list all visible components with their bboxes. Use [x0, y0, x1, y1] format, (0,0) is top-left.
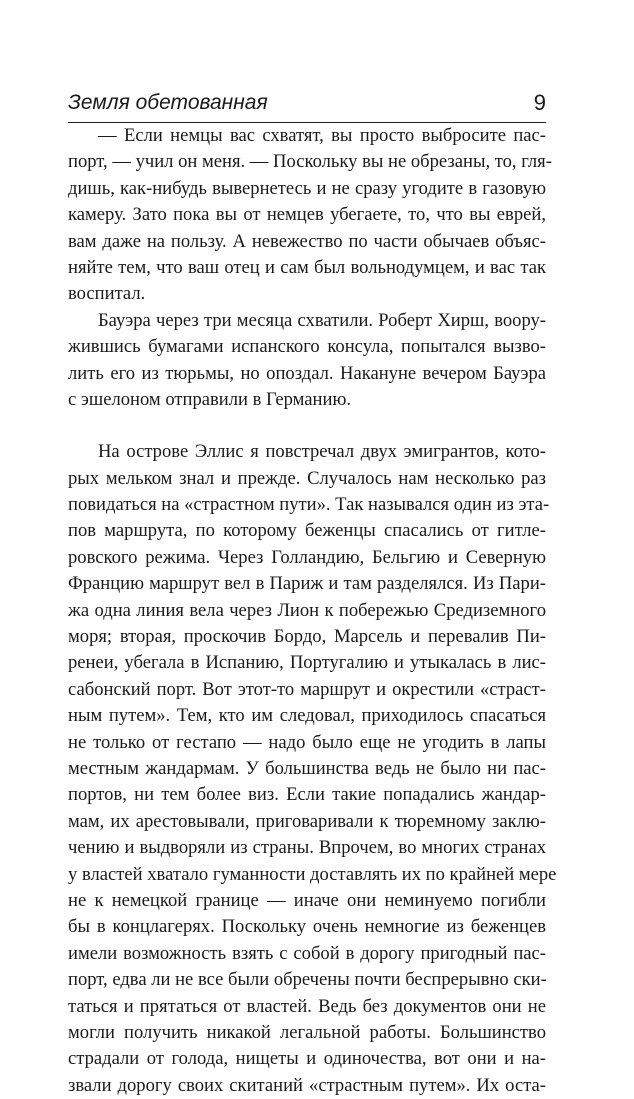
running-head — [68, 88, 546, 118]
text-line: рых мельком знал и прежде. Случалось нам несколько раз — [68, 467, 546, 489]
text-line: жившись бумагами испанского консула, попытался вызво- — [68, 336, 546, 358]
text-line: не только от гестапо — надо было еще не угодить в лапы — [68, 731, 546, 753]
text-line: пов маршрута, по которому беженцы спасались от гитле- — [68, 520, 546, 542]
text-line: местным жандармам. У большинства ведь не было ни пас- — [68, 757, 546, 779]
text-line: ровского режима. Через Голландию, Бельгию и Северную — [68, 546, 546, 568]
text-line: На острове Эллис я повстречал двух эмигрантов, кото- — [98, 441, 546, 463]
page-number: 9 — [533, 90, 546, 115]
text-line: дишь, как-нибудь вывернетесь и не сразу угодите в газовую — [68, 177, 546, 199]
text-line: с эшелоном отправили в Германию. — [68, 388, 351, 410]
paragraph-1 — [68, 123, 552, 308]
section-break — [68, 413, 546, 439]
text-line: Бауэра через три месяца схватили. Роберт Хирш, воору- — [98, 309, 546, 331]
text-line: вам даже на пользу. А невежество по части обычаев объяс- — [68, 230, 546, 252]
text-line: ным путем». Тем, кто им следовал, приходилось спасаться — [68, 705, 546, 727]
body-text — [68, 123, 557, 1099]
text-line: порт, едва ли не все были обречены почти беспрерывно ски- — [68, 969, 547, 991]
text-line: Францию маршрут вел в Париж и там разделялся. Из Пари- — [68, 573, 546, 595]
text-line: — Если немцы вас схватят, вы просто выбросите пас- — [98, 125, 546, 146]
text-line: могли получить никакой легальной работы. Большинство — [68, 1021, 546, 1043]
paragraph-2 — [68, 308, 546, 414]
text-line: ренеи, убегала в Испанию, Португалию и утыкалась в лис- — [68, 652, 546, 674]
text-line: сабонский порт. Вот этот-то маршрут и окрестили «страст- — [68, 678, 546, 700]
text-line: страдали от голода, нищеты и одиночества, вот они и на- — [68, 1048, 546, 1070]
text-line: мам, их арестовывали, приговаривали к тюремному заклю- — [68, 810, 546, 832]
text-line: имели возможность взять с собой в дорогу пригодный пас- — [68, 942, 546, 964]
text-line: камеру. Зато пока вы от немцев убегаете, то, что вы еврей, — [68, 204, 546, 226]
text-line: звали дорогу своих скитаний «страстным путем». Их оста- — [68, 1074, 546, 1096]
text-line: лить его из тюрьмы, но опоздал. Накануне вечером Бауэра — [68, 362, 546, 384]
text-line: не к немецкой границе — иначе они неминуемо погибли — [68, 889, 546, 911]
text-line: жа одна линия вела через Лион к побережью Средиземного — [68, 599, 546, 621]
text-line: чению и выдворяли из страны. Впрочем, во многих странах — [68, 837, 546, 859]
text-line: воспитал. — [68, 283, 146, 305]
text-line: портов, ни тем более виз. Если такие попадались жандар- — [68, 784, 546, 806]
text-line: моря; вторая, проскочив Бордо, Марсель и перевалив Пи- — [68, 626, 546, 648]
text-line: повидаться на «страстном пути». Так назывался один из эта- — [68, 494, 550, 516]
running-title: Земля обетованная — [68, 91, 268, 114]
paragraph-3 — [68, 439, 557, 1099]
text-line: у властей хватало гуманности доставлять их по крайней мере — [68, 863, 557, 885]
text-line: няйте тем, что ваш отец и сам был вольнодумцем, и вас так — [68, 256, 546, 278]
text-line: порт, — учил он меня. — Поскольку вы не обрезаны, то, гля- — [68, 151, 552, 173]
text-line: бы в концлагерях. Поскольку очень немногие из беженцев — [68, 916, 546, 938]
text-line: таться и прятаться от властей. Ведь без документов они не — [68, 995, 546, 1017]
